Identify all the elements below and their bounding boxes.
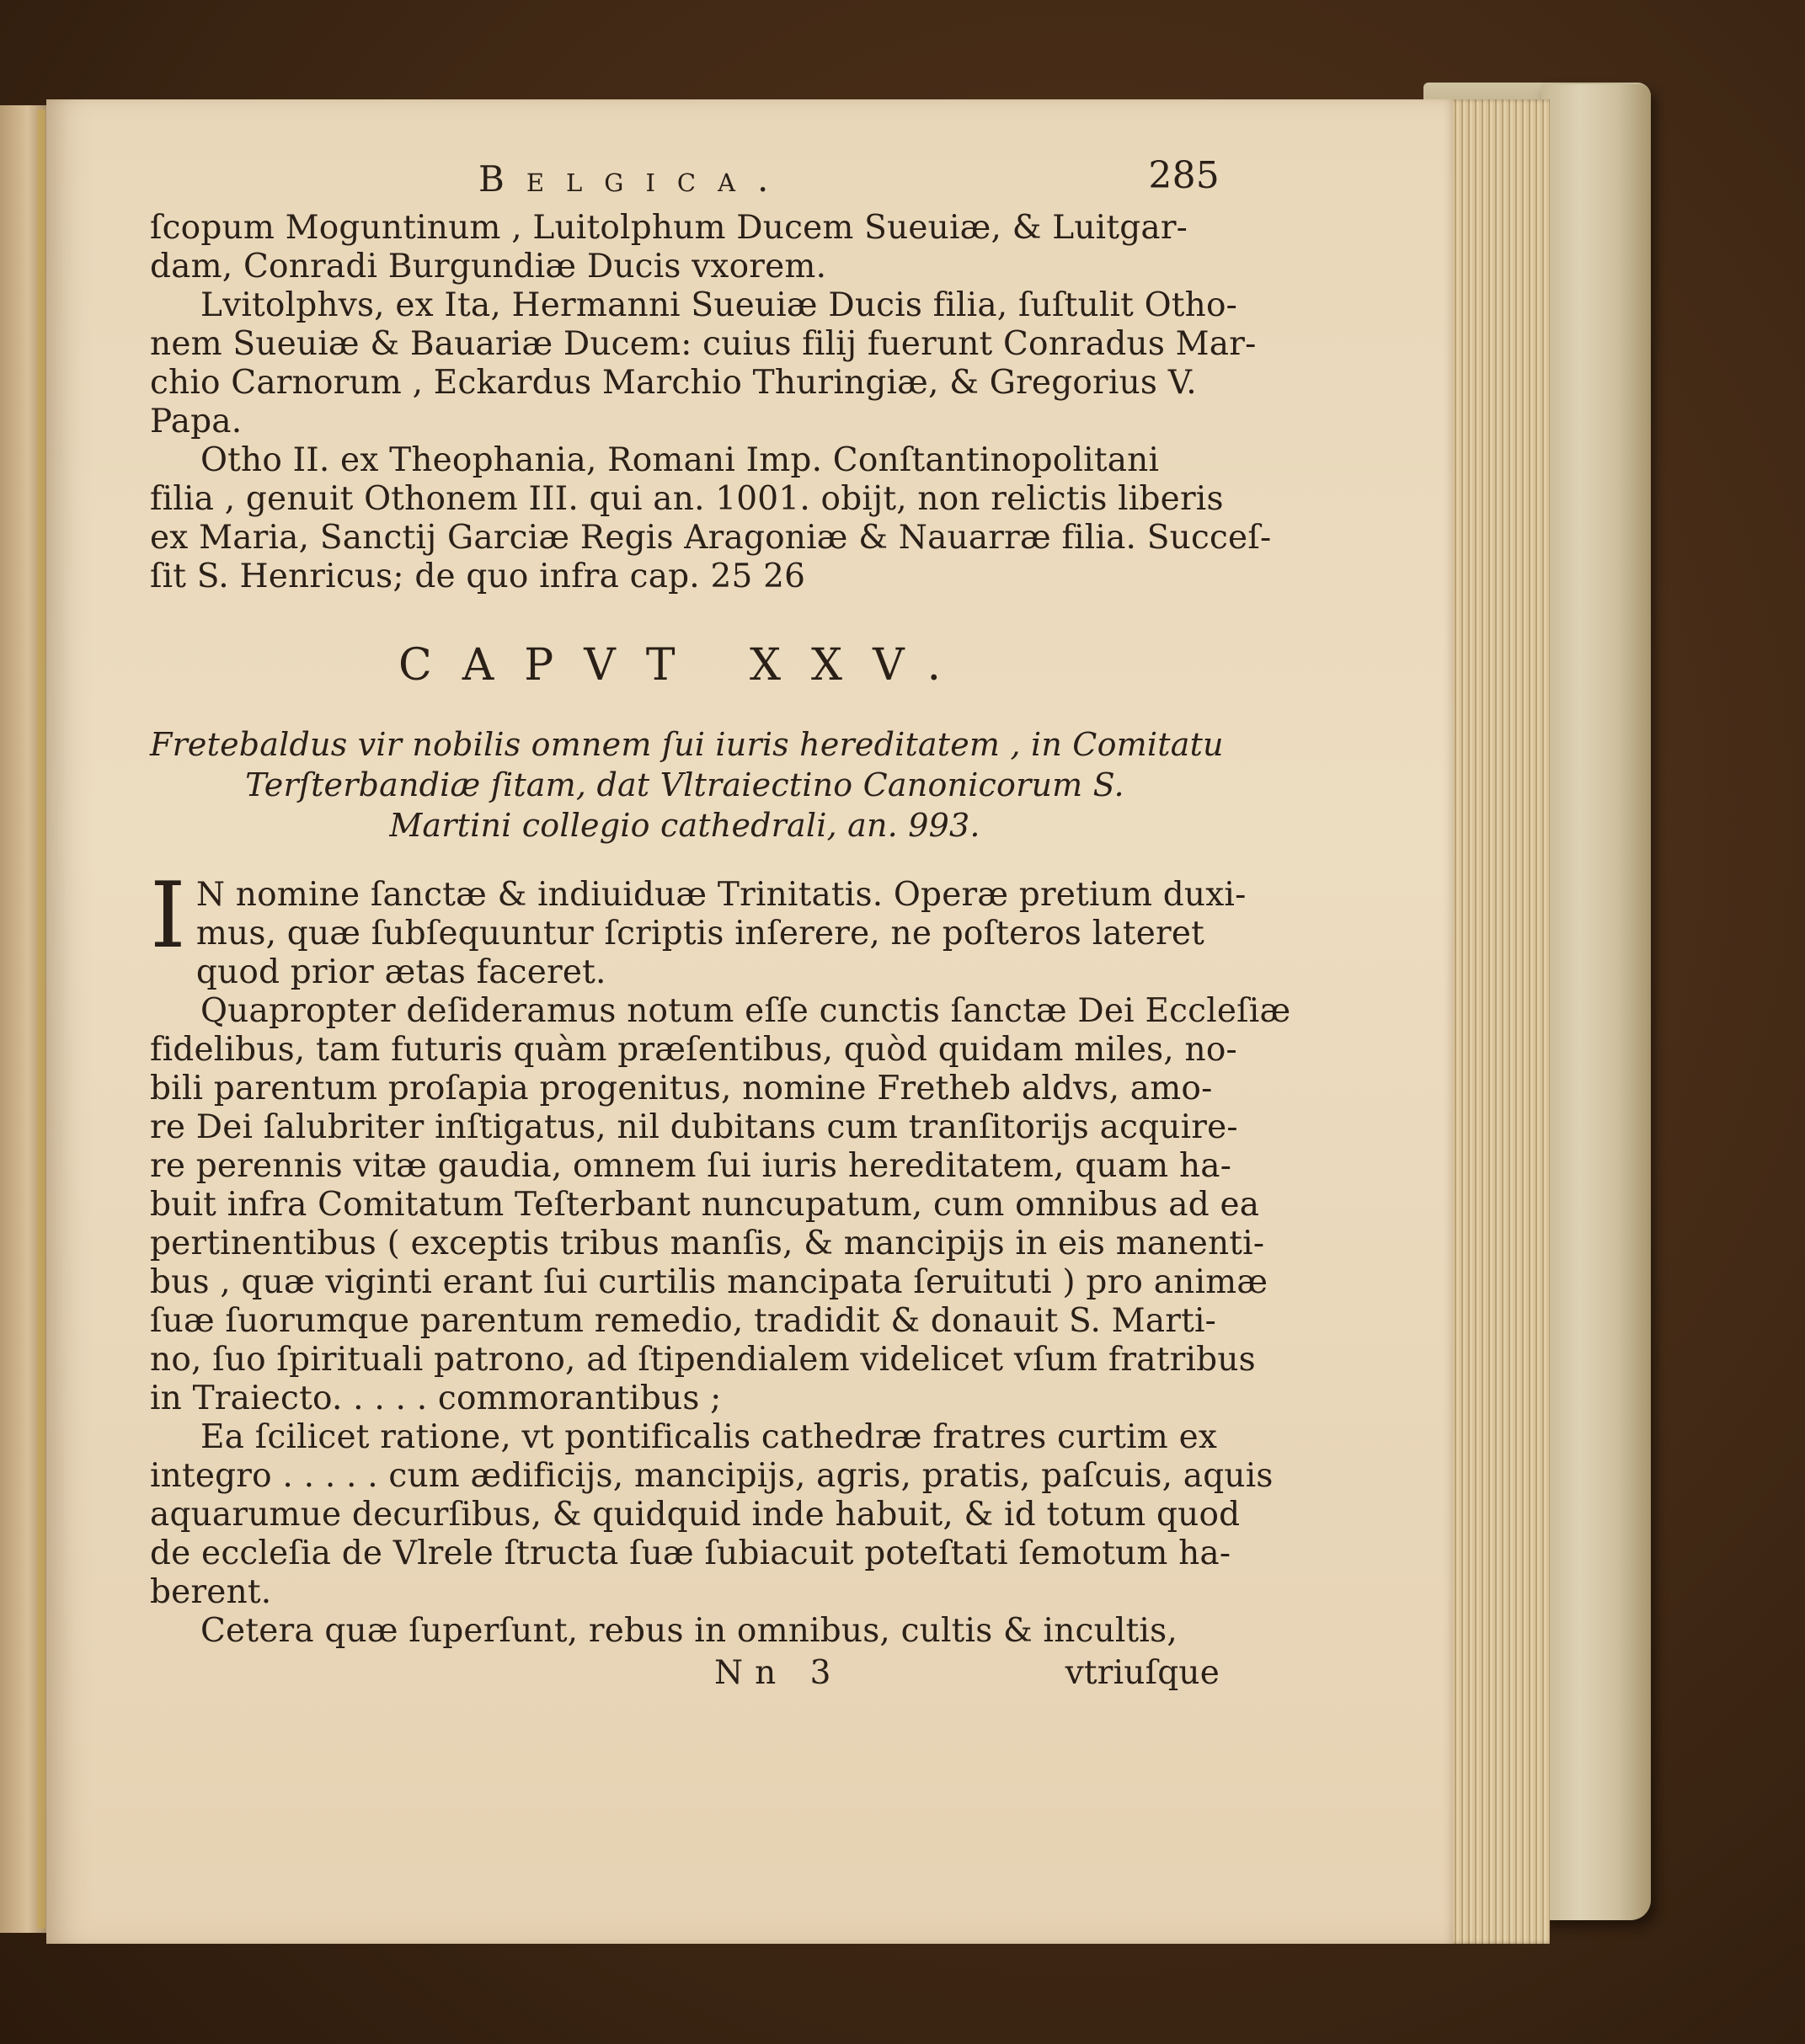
page-number: 285 [1148,154,1220,197]
paragraph-continuation [150,209,1220,286]
vellum-cover [1541,84,1651,1920]
signature-mark: Nn 3 [714,1654,843,1692]
summary-line: Martini collegio cathedrali, an. 993. [389,807,980,844]
paragraph-quapropter [150,992,1291,1418]
paragraph-ea-scilicet [150,1418,1274,1612]
text-line: Quapropter deſideramus notum eſſe cunctis ſanctæ Dei Eccleſiæ [200,992,1291,1030]
text-line: ex Maria, Sanctij Garciæ Regis Aragoniæ & Nauarræ filia. Succeſ- [150,519,1272,557]
page-footer [150,1654,1220,1696]
paragraph-luitolphus [150,286,1257,441]
text-line: dam, Conradi Burgundiæ Ducis vxorem. [150,248,827,286]
text-line: mus, quæ ſubſequuntur ſcriptis inſerere, ne poſteros lateret [195,915,1204,953]
text-line: bus , quæ viginti erant ſui curtilis mancipata ſeruituti ) pro animæ [150,1263,1268,1301]
text-line: Lvitolphvs, ex Ita, Hermanni Sueuiæ Ducis filia, ſuſtulit Otho- [200,286,1238,324]
text-line: ſcopum Moguntinum , Luitolphum Ducem Sueuiæ, & Luitgar- [150,209,1188,247]
text-line: in Traiecto. . . . . commorantibus ; [150,1380,722,1417]
running-head [150,154,1220,204]
text-line: Papa. [150,403,243,440]
text-line: quod prior ætas faceret. [195,953,606,991]
text-line: re perennis vitæ gaudia, omnem ſui iuris hereditatem, quam ha- [150,1147,1232,1185]
text-line: de eccleſia de Vlrele ſtructa ſuæ ſubiacuit poteſtati ſemotum ha- [150,1534,1231,1572]
text-line: chio Carnorum , Eckardus Marchio Thuringiæ, & Gregorius V. [150,364,1197,402]
text-line: aquarumue decurſibus, & quidquid inde habuit, & id totum quod [150,1496,1241,1534]
text-line: Cetera quæ ſuperſunt, rebus in omnibus, cultis & incultis, [200,1612,1178,1650]
paragraph-otho [150,441,1272,596]
text-line: buit infra Comitatum Teſterbant nuncupatum, cum omnibus ad ea [150,1186,1260,1224]
text-line: Ea ſcilicet ratione, vt pontificalis cathedræ fratres curtim ex [200,1418,1218,1456]
body-opening-paragraph [150,863,1247,992]
chapter-summary [150,724,1224,846]
text-line: filia , genuit Othonem III. qui an. 1001. obijt, non relictis liberis [150,480,1224,518]
summary-line: Fretebaldus vir nobilis omnem ſui iuris hereditatem , in Comitatu [150,726,1224,763]
running-title: Belgica. [478,158,791,200]
catchword: vtriuſque [1065,1654,1220,1692]
text-line: pertinentibus ( exceptis tribus manſis, & mancipijs in eis manenti- [150,1225,1265,1262]
text-line: nem Sueuiæ & Bauariæ Ducem: cuius filij fuerunt Conradus Mar- [150,325,1257,363]
facing-page-gilt-edge [37,109,45,1929]
page-text-block [150,154,1291,1696]
paragraph-cetera [150,1612,1220,1651]
text-line: ſit S. Henricus; de quo infra cap. 25 26 [150,558,806,595]
text-line: bili parentum proſapia progenitus, nomine Fretheb aldvs, amo- [150,1070,1213,1107]
text-line: fidelibus, tam futuris quàm præſentibus, quòd quidam miles, no- [150,1031,1237,1069]
text-line: berent. [150,1573,272,1611]
text-line: integro . . . . . cum ædificijs, mancipijs, agris, pratis, paſcuis, aquis [150,1457,1274,1495]
text-line: Otho II. ex Theophania, Romani Imp. Conſtantinopolitani [200,441,1160,479]
text-line: ſuæ ſuorumque parentum remedio, tradidit & donauit S. Marti- [150,1302,1217,1340]
text-line: no, ſuo ſpirituali patrono, ad ſtipendialem videlicet vſum fratribus [150,1341,1256,1379]
chapter-heading: CAPVT XXV. [398,640,972,691]
text-line: N nomine ſanctæ & indiuiduæ Trinitatis. Operæ pretium duxi- [195,876,1247,914]
text-line: re Dei ſalubriter inſtigatus, nil dubitans cum tranſitorijs acquire- [150,1108,1238,1146]
summary-line: Terſterbandiæ ſitam, dat Vltraiectino Canonicorum S. [245,766,1124,803]
drop-cap: I [150,863,186,969]
